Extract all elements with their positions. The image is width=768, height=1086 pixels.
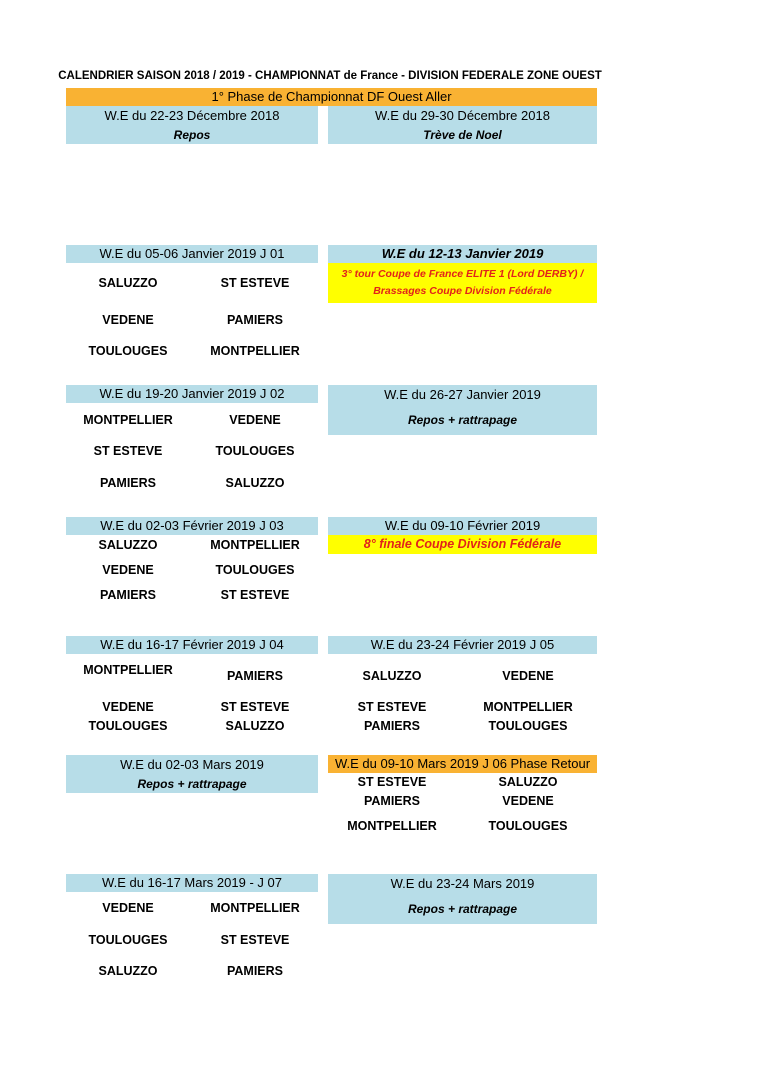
- home-team: MONTPELLIER: [347, 819, 437, 833]
- away-team: ST ESTEVE: [220, 588, 290, 602]
- home-team: SALUZZO: [362, 669, 422, 683]
- week-block: [66, 755, 318, 793]
- away-team: ST ESTEVE: [220, 933, 290, 947]
- away-team: PAMIERS: [226, 669, 284, 683]
- home-team: TOULOUGES: [88, 719, 168, 733]
- away-team: MONTPELLIER: [483, 700, 573, 714]
- home-team: ST ESTEVE: [357, 700, 427, 714]
- home-team: SALUZZO: [98, 964, 158, 978]
- week-date: W.E du 02-03 Février 2019 J 03: [66, 517, 318, 535]
- week-date: W.E du 26-27 Janvier 2019: [384, 387, 541, 402]
- away-team: VEDENE: [229, 413, 281, 427]
- week-date: W.E du 09-10 Mars 2019 J 06 Phase Retour: [328, 755, 597, 773]
- away-team: MONTPELLIER: [210, 901, 300, 915]
- home-team: VEDENE: [102, 901, 154, 915]
- home-team: TOULOUGES: [88, 344, 168, 358]
- week-date: W.E du 23-24 Mars 2019: [390, 876, 535, 891]
- week-note: Repos + rattrapage: [137, 777, 247, 791]
- week-date: W.E du 09-10 Février 2019: [328, 517, 597, 535]
- home-team: ST ESTEVE: [93, 444, 163, 458]
- week-date: W.E du 02-03 Mars 2019: [120, 757, 264, 772]
- week-date: W.E du 12-13 Janvier 2019: [328, 245, 597, 263]
- away-team: SALUZZO: [498, 775, 558, 789]
- week-note: Trève de Noel: [423, 128, 502, 142]
- cup-note: [328, 263, 597, 303]
- away-team: VEDENE: [502, 669, 554, 683]
- week-note: Repos + rattrapage: [407, 902, 518, 916]
- home-team: VEDENE: [102, 700, 154, 714]
- week-note: Repos + rattrapage: [407, 413, 518, 427]
- home-team: MONTPELLIER: [83, 413, 173, 427]
- home-team: SALUZZO: [98, 276, 158, 290]
- cup-note-line: 3° tour Coupe de France ELITE 1 (Lord DERBY) /: [341, 268, 584, 280]
- week-date: W.E du 22-23 Décembre 2018: [104, 108, 280, 123]
- away-team: TOULOUGES: [488, 819, 568, 833]
- home-team: PAMIERS: [363, 794, 421, 808]
- week-date: W.E du 23-24 Février 2019 J 05: [328, 636, 597, 654]
- home-team: PAMIERS: [99, 476, 157, 490]
- home-team: PAMIERS: [99, 588, 157, 602]
- home-team: VEDENE: [102, 313, 154, 327]
- cup-note: 8° finale Coupe Division Fédérale: [328, 535, 597, 554]
- week-date: W.E du 29-30 Décembre 2018: [375, 108, 550, 123]
- away-team: PAMIERS: [226, 313, 284, 327]
- away-team: ST ESTEVE: [220, 276, 290, 290]
- week-date: W.E du 19-20 Janvier 2019 J 02: [66, 385, 318, 403]
- away-team: TOULOUGES: [215, 444, 295, 458]
- away-team: SALUZZO: [225, 476, 285, 490]
- week-block: [328, 874, 597, 924]
- week-date: W.E du 16-17 Février 2019 J 04: [66, 636, 318, 654]
- away-team: SALUZZO: [225, 719, 285, 733]
- home-team: VEDENE: [102, 563, 154, 577]
- week-block: [328, 106, 597, 144]
- home-team: ST ESTEVE: [357, 775, 427, 789]
- home-team: PAMIERS: [363, 719, 421, 733]
- week-date: W.E du 16-17 Mars 2019 - J 07: [66, 874, 318, 892]
- away-team: TOULOUGES: [215, 563, 295, 577]
- away-team: MONTPELLIER: [210, 344, 300, 358]
- week-block: [328, 385, 597, 435]
- away-team: MONTPELLIER: [210, 538, 300, 552]
- week-block: [66, 106, 318, 144]
- away-team: TOULOUGES: [488, 719, 568, 733]
- away-team: ST ESTEVE: [220, 700, 290, 714]
- home-team: SALUZZO: [98, 538, 158, 552]
- phase-banner: 1° Phase de Championnat DF Ouest Aller: [66, 88, 597, 106]
- week-note: Repos: [173, 128, 211, 142]
- week-date: W.E du 05-06 Janvier 2019 J 01: [66, 245, 318, 263]
- away-team: PAMIERS: [226, 964, 284, 978]
- home-team: TOULOUGES: [88, 933, 168, 947]
- page-title: CALENDRIER SAISON 2018 / 2019 - CHAMPIONNAT de France - DIVISION FEDERALE ZONE OUEST: [58, 70, 602, 82]
- home-team: MONTPELLIER: [83, 663, 173, 677]
- away-team: VEDENE: [502, 794, 554, 808]
- cup-note-line: Brassages Coupe Division Fédérale: [373, 285, 552, 297]
